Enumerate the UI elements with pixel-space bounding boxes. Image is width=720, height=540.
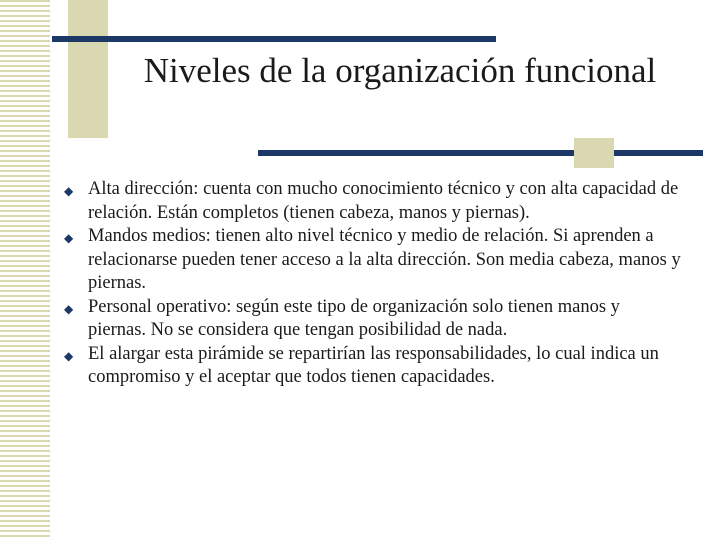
bullet-text: El alargar esta pirámide se repartirían las responsabilidades, lo cual indica un compromiso y el aceptar que todos tienen capacidades. (88, 343, 659, 387)
diamond-bullet-icon: ◆ (64, 301, 74, 316)
striped-decoration (0, 0, 50, 540)
bullet-text: Alta dirección: cuenta con mucho conocimiento técnico y con alta capacidad de relación. Están completos (tienen cabeza, manos y piernas). (88, 179, 679, 223)
diamond-bullet-icon: ◆ (64, 231, 74, 245)
decorative-block-top (68, 0, 108, 138)
bullet-item (62, 296, 682, 343)
diamond-bullet-icon: ◆ (64, 348, 74, 363)
bullet-text: Mandos medios: tienen alto nivel técnico y medio de relación. Si aprenden a relacionarse pueden tener acceso a la alta dirección. Son media cabeza, manos y piernas. (88, 226, 681, 293)
bullet-list (62, 178, 682, 390)
bullet-item (62, 343, 682, 390)
bullet-item (62, 225, 682, 296)
decorative-block-right (574, 138, 614, 168)
diamond-bullet-icon: ◆ (64, 184, 74, 198)
bullet-item (62, 178, 682, 225)
title-top-bar (52, 36, 496, 42)
slide-title: Niveles de la organización funcional (143, 51, 657, 90)
bullet-text: Personal operativo: según este tipo de organización solo tienen manos y piernas. No se considera que tengan posibilidad de nada. (88, 296, 620, 340)
title-bottom-bar (258, 150, 703, 156)
